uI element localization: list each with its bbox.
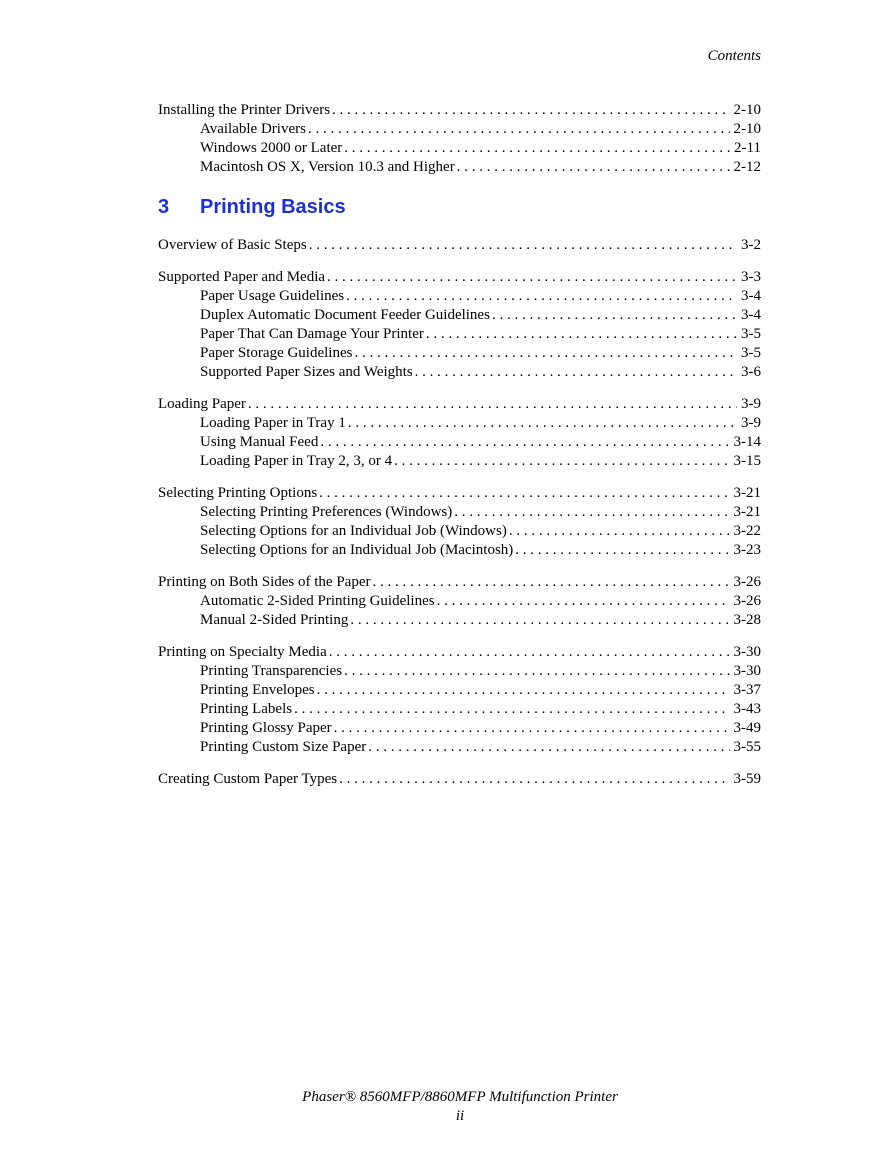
toc-entry-page: 3-30	[733, 663, 761, 679]
toc-entry-title: Printing Transparencies	[200, 663, 343, 679]
dot-leader	[308, 120, 730, 139]
dot-leader	[354, 344, 737, 363]
dot-leader	[309, 236, 737, 255]
toc-entry-page: 3-28	[733, 612, 761, 628]
toc-entry-page: 3-3	[741, 269, 761, 285]
toc-entry-page: 3-15	[733, 453, 761, 469]
dot-leader	[415, 363, 737, 382]
toc-entry[interactable]	[158, 236, 761, 255]
toc-entry-title: Selecting Printing Preferences (Windows)	[200, 504, 453, 520]
toc-entry-page: 3-9	[741, 415, 761, 431]
toc-entry-page: 3-59	[733, 771, 761, 787]
toc-entry-page: 3-55	[733, 739, 761, 755]
toc-subentry[interactable]	[158, 700, 761, 719]
toc-subentry[interactable]	[158, 611, 761, 630]
toc-entry-page: 3-49	[733, 720, 761, 736]
toc-entry-title: Loading Paper in Tray 2, 3, or 4	[200, 453, 393, 469]
toc-entry-page: 3-30	[733, 644, 761, 660]
toc-entry-page: 3-6	[741, 364, 761, 380]
dot-leader	[509, 522, 730, 541]
toc-subentry[interactable]	[158, 433, 761, 452]
toc-subentry[interactable]	[158, 306, 761, 325]
toc-subentry[interactable]	[158, 719, 761, 738]
toc-entry[interactable]	[158, 643, 761, 662]
toc-entry-title: Supported Paper and Media	[158, 269, 326, 285]
footer-product-name: Phaser® 8560MFP/8860MFP Multifunction Printer	[302, 1089, 618, 1105]
toc-entry[interactable]	[158, 573, 761, 592]
toc-entry[interactable]	[158, 268, 761, 287]
toc-entry-title: Paper That Can Damage Your Printer	[200, 326, 424, 342]
toc-subentry[interactable]	[158, 344, 761, 363]
toc-pre-section	[158, 101, 761, 177]
toc-subentry[interactable]	[158, 158, 761, 177]
toc-entry-title: Paper Usage Guidelines	[200, 288, 345, 304]
toc-entry-page: 2-11	[734, 140, 761, 156]
toc-entry-title: Loading Paper	[158, 396, 246, 412]
toc-entry-page: 3-37	[733, 682, 761, 698]
toc-group	[158, 101, 761, 177]
toc-entry-page: 3-22	[733, 523, 761, 539]
toc-entry-title: Printing Glossy Paper	[200, 720, 332, 736]
toc-entry-page: 3-21	[733, 485, 761, 501]
toc-entry-title: Manual 2-Sided Printing	[200, 612, 349, 628]
page-footer	[0, 1088, 893, 1126]
toc-subentry[interactable]	[158, 662, 761, 681]
toc-entry-title: Printing Custom Size Paper	[200, 739, 367, 755]
toc-entry-page: 3-26	[733, 593, 761, 609]
toc-entry-title: Creating Custom Paper Types	[158, 771, 338, 787]
toc-entry-page: 3-9	[741, 396, 761, 412]
toc-entry-title: Overview of Basic Steps	[158, 237, 307, 253]
dot-leader	[373, 573, 730, 592]
dot-leader	[320, 433, 729, 452]
dot-leader	[454, 503, 729, 522]
dot-leader	[492, 306, 737, 325]
dot-leader	[350, 611, 729, 630]
toc-entry-title: Selecting Printing Options	[158, 485, 318, 501]
toc-entry-title: Macintosh OS X, Version 10.3 and Higher	[200, 159, 455, 175]
toc-entry-page: 3-5	[741, 345, 761, 361]
toc-entry-title: Printing Envelopes	[200, 682, 315, 698]
toc-entry-page: 3-4	[741, 307, 761, 323]
toc-entry-title: Available Drivers	[200, 121, 306, 137]
dot-leader	[319, 484, 729, 503]
running-header: Contents	[707, 48, 761, 64]
toc-entry-title: Selecting Options for an Individual Job (Windows)	[200, 523, 507, 539]
dot-leader	[248, 395, 737, 414]
toc-entry-title: Printing Labels	[200, 701, 293, 717]
toc-entry-page: 3-21	[733, 504, 761, 520]
toc-entry-page: 3-14	[733, 434, 761, 450]
toc-subentry[interactable]	[158, 522, 761, 541]
toc-subentry[interactable]	[158, 681, 761, 700]
toc-subentry[interactable]	[158, 139, 761, 158]
toc-entry-title: Supported Paper Sizes and Weights	[200, 364, 413, 380]
toc-entry-title: Installing the Printer Drivers	[158, 102, 331, 118]
toc-subentry[interactable]	[158, 541, 761, 560]
toc-entry-page: 2-10	[733, 121, 761, 137]
toc-entry[interactable]	[158, 484, 761, 503]
dot-leader	[348, 414, 737, 433]
footer-page-number: ii	[455, 1108, 465, 1124]
toc-group	[158, 268, 761, 382]
toc-group	[158, 643, 761, 757]
toc-entry[interactable]	[158, 770, 761, 789]
toc-group	[158, 770, 761, 789]
toc-chapter-section	[158, 236, 761, 789]
toc-entry-page: 2-12	[733, 159, 761, 175]
toc-subentry[interactable]	[158, 414, 761, 433]
dot-leader	[294, 700, 729, 719]
toc-entry-title: Duplex Automatic Document Feeder Guidelines	[200, 307, 490, 323]
dot-leader	[515, 541, 729, 560]
toc-entry-page: 3-26	[733, 574, 761, 590]
dot-leader	[426, 325, 737, 344]
dot-leader	[346, 287, 737, 306]
toc-entry-page: 3-2	[741, 237, 761, 253]
toc-entry-title: Printing on Both Sides of the Paper	[158, 574, 371, 590]
toc-entry-title: Loading Paper in Tray 1	[200, 415, 346, 431]
toc-entry-title: Windows 2000 or Later	[200, 140, 343, 156]
toc-entry[interactable]	[158, 101, 761, 120]
dot-leader	[334, 719, 730, 738]
toc-group	[158, 484, 761, 560]
toc-group	[158, 395, 761, 471]
chapter-number: 3	[158, 196, 170, 218]
toc-entry-page: 3-5	[741, 326, 761, 342]
dot-leader	[339, 770, 729, 789]
dot-leader	[317, 681, 730, 700]
toc-group	[158, 573, 761, 630]
toc-group	[158, 236, 761, 255]
toc-subentry[interactable]	[158, 287, 761, 306]
dot-leader	[332, 101, 729, 120]
toc-entry-page: 3-4	[741, 288, 761, 304]
dot-leader	[437, 592, 730, 611]
dot-leader	[394, 452, 729, 471]
chapter-heading[interactable]	[158, 196, 761, 219]
dot-leader	[344, 139, 730, 158]
toc-entry-page: 3-23	[733, 542, 761, 558]
toc-entry-title: Selecting Options for an Individual Job (Macintosh)	[200, 542, 514, 558]
toc-subentry[interactable]	[158, 120, 761, 139]
toc-subentry[interactable]	[158, 325, 761, 344]
dot-leader	[329, 643, 730, 662]
table-of-contents	[158, 101, 761, 802]
toc-entry-page: 3-43	[733, 701, 761, 717]
toc-entry-title: Using Manual Feed	[200, 434, 319, 450]
toc-entry-title: Printing on Specialty Media	[158, 644, 327, 660]
toc-subentry[interactable]	[158, 503, 761, 522]
toc-subentry[interactable]	[158, 452, 761, 471]
toc-subentry[interactable]	[158, 592, 761, 611]
dot-leader	[457, 158, 730, 177]
dot-leader	[368, 738, 729, 757]
dot-leader	[344, 662, 729, 681]
dot-leader	[327, 268, 737, 287]
toc-entry-title: Automatic 2-Sided Printing Guidelines	[200, 593, 435, 609]
toc-entry[interactable]	[158, 395, 761, 414]
chapter-title: Printing Basics	[200, 196, 346, 218]
toc-subentry[interactable]	[158, 738, 761, 757]
toc-entry-title: Paper Storage Guidelines	[200, 345, 353, 361]
toc-subentry[interactable]	[158, 363, 761, 382]
toc-entry-page: 2-10	[733, 102, 761, 118]
